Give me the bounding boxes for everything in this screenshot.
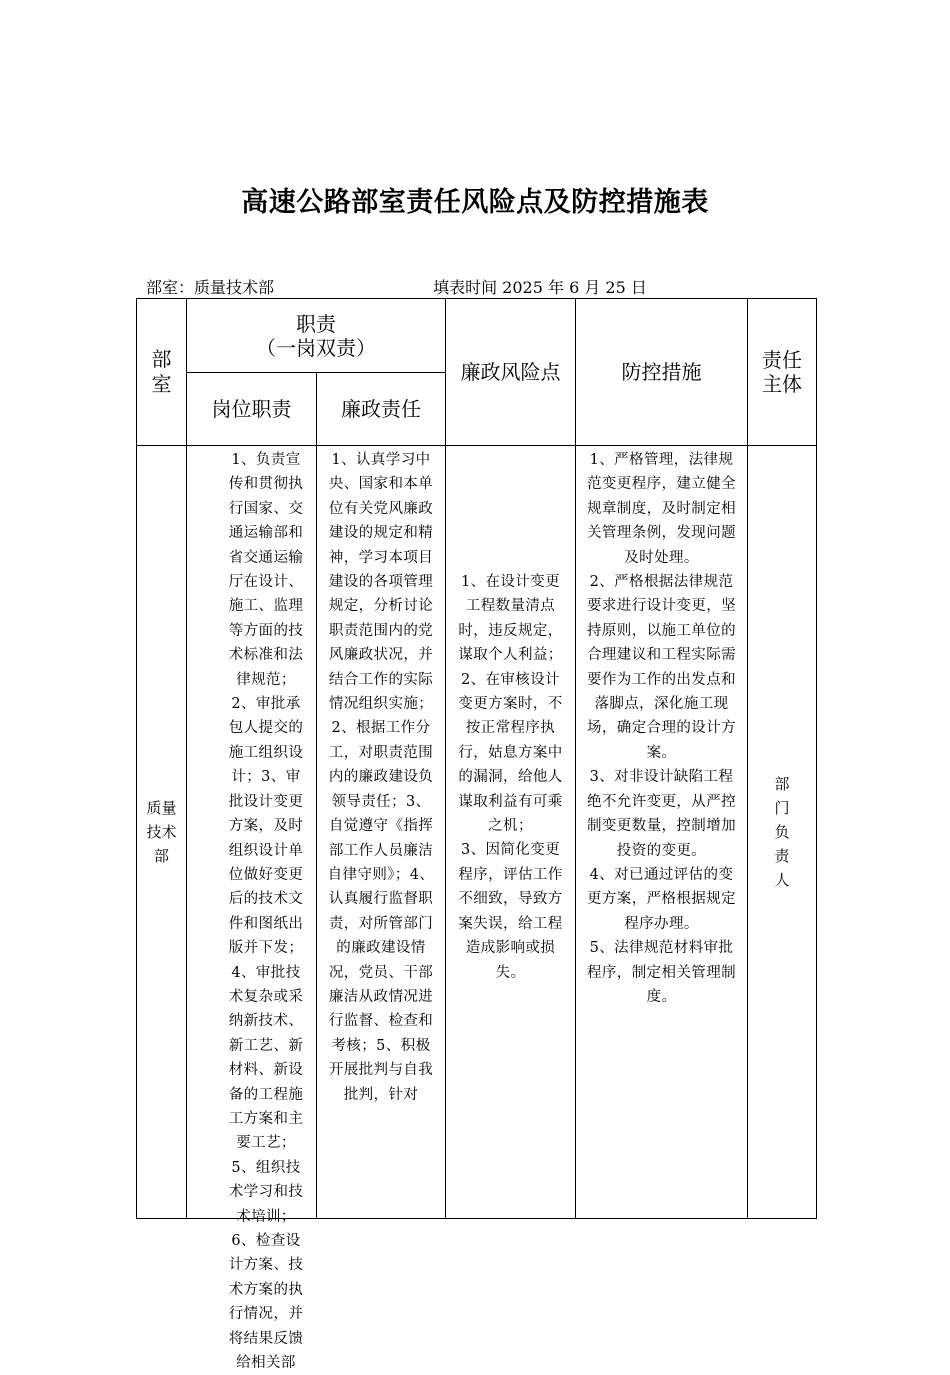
header-duty-group	[187, 299, 446, 373]
risk-point-item: 3、因简化变更程序，评估工作不细致，导致方案失误，给工程造成影响或损失。	[458, 842, 563, 981]
cell-risk-points	[446, 446, 576, 1219]
measure-item: 3、对非设计缺陷工程绝不允许变更，从严控制变更数量，控制增加投资的变更。	[587, 769, 736, 859]
header-integrity-duty: 廉政责任	[317, 373, 446, 446]
cell-responsible: 部门负责人	[748, 446, 817, 1219]
cell-integrity-duty: 1、认真学习中央、国家和本单位有关党风廉政建设的规定和精神，学习本项目建设的各项管理规定，分析讨论职责范围内的党风廉政状况，并结合工作的实际情况组织实施；2、根据工作分工，对职责范围内的廉政建设负领导责任；3、自觉遵守《指挥部工作人员廉洁自律守则》；4、认真履行监督职责，对所管部门的廉政建设情况，党员、干部廉洁从政情况进行监督、检查和考核；5、积极开展批判与自我批判，针对	[317, 446, 446, 1219]
header-risk-points: 廉政风险点	[446, 299, 576, 446]
form-meta	[146, 275, 846, 298]
measure-item: 5、法律规范材料审批程序，制定相关管理制度。	[587, 940, 736, 1005]
header-duty-subtitle: （一岗双责）	[256, 335, 376, 360]
measure-item: 4、对已通过评估的变更方案，严格根据规定程序办理。	[587, 866, 736, 932]
fill-time-label: 填表时间 2025 年 6 月 25 日	[433, 278, 647, 297]
cell-post-duty: 1、负责宣传和贯彻执行国家、交通运输部和省交通运输厅在设计、施工、监理等方面的技术标准和法律规范；2、审批承包人提交的施工组织设计；3、审批设计变更方案，及时组织设计单位做好变更后的技术文件和图纸出版并下发；4、审批技术复杂或采纳新技术、新工艺、新材料、新设备的工程施工方案和主要工艺；5、组织技术学习和技术培训；6、检查设计方案、技术方案的执行情况，并将结果反馈给相关部	[187, 446, 317, 1219]
measure-item: 1、严格管理，法律规范变更程序，建立健全规章制度，及时制定相关管理条例，发现问题及时处理。	[587, 452, 736, 566]
header-dept: 部室	[137, 299, 187, 446]
cell-dept: 质量技术部	[137, 446, 187, 1219]
measure-item: 2、严格根据法律规范要求进行设计变更，坚持原则，以施工单位的合理建议和工程实际需要作为工作的出发点和落脚点，深化施工现场，确定合理的设计方案。	[587, 574, 736, 761]
header-duty-title: 职责	[296, 311, 336, 336]
risk-point-item: 1、在设计变更工程数量清点时，违反规定，谋取个人利益；	[458, 574, 563, 664]
risk-point-item: 2、在审核设计变更方案时，不按正常程序执行，姑息方案中的漏洞，给他人谋取利益有可乘之机；	[458, 671, 563, 835]
header-measures: 防控措施	[576, 299, 748, 446]
risk-control-table	[136, 298, 817, 1372]
page-title: 高速公路部室责任风险点及防控措施表	[241, 187, 709, 218]
header-responsible: 责任主体	[748, 299, 817, 446]
cell-measures	[576, 446, 748, 1219]
department-label: 部室：质量技术部	[146, 278, 275, 297]
header-post-duty: 岗位职责	[187, 373, 317, 446]
